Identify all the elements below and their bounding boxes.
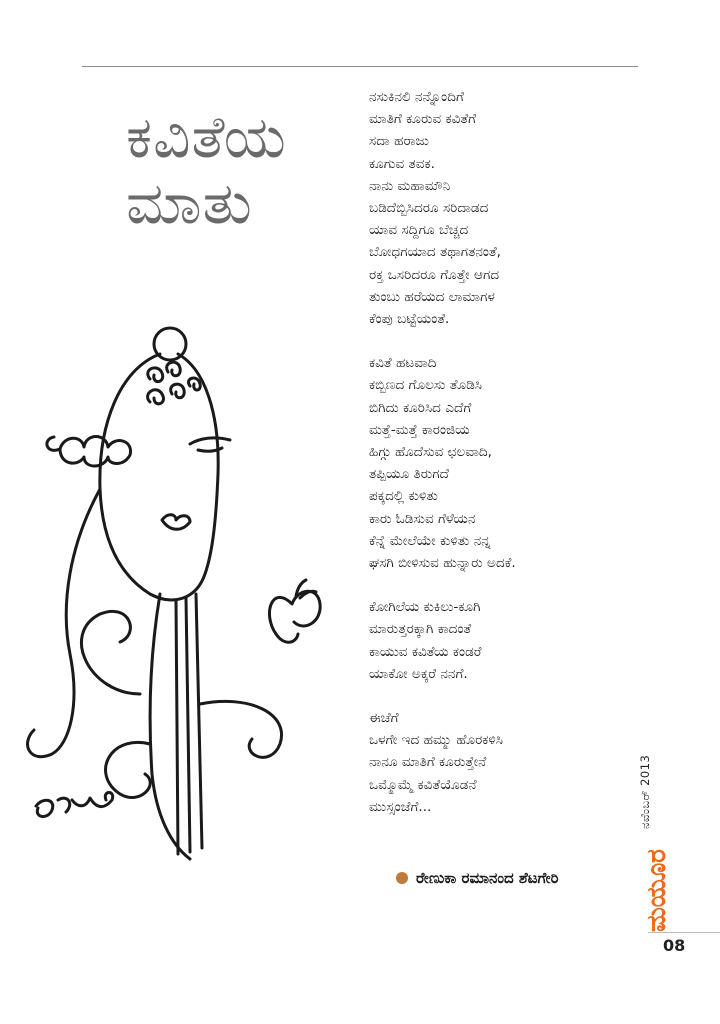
poem-line: ಕೂಗುವ ತವಕ. <box>369 155 435 172</box>
poem-line: ಕೆನ್ನೆ ಮೇಲೆಯೇ ಕುಳಿತು ನನ್ನ <box>369 532 491 549</box>
footer-rule <box>648 932 720 933</box>
poem-line: ಸದಾ ಹರಾಜು <box>369 133 429 150</box>
bullet-dot-icon <box>396 872 408 884</box>
top-rule <box>82 66 638 67</box>
poem-line: ಕಬ್ಬಿಣದ ಗೊಲಸು ತೊಡಿಸಿ <box>369 377 482 394</box>
swirl-left <box>81 611 140 694</box>
poem-line: ಕೆಂಪು ಬಟ್ಟೆಯಂತೆ. <box>369 311 450 328</box>
poem-line: ಒಳಗೇ ಇದ ಹಮ್ಮು ಹೊರಕಳಿಸಿ <box>369 732 504 749</box>
poem-line: ಒಮ್ಮೊಮ್ಮೆ ಕವಿತೆಯೊಡನೆ <box>369 776 477 793</box>
swirl-right <box>200 701 282 757</box>
poem-line: ತುಂಬು ಹರೆಯದ ಲಾಮಾಗಳ <box>369 288 495 305</box>
poem-line: ಘಸಗಿ ಬೀಳಿಸುವ ಹುನ್ನಾರು ಅದಕೆ. <box>369 555 516 572</box>
issue-date: ನವೆಂಬರ್ 2013 <box>638 754 652 829</box>
poem-line: ಯಾವ ಸದ್ದಿಗೂ ಬೆಚ್ಚದ <box>369 222 469 239</box>
poem-title-line-2: ಮಾತು <box>126 169 253 237</box>
poem-line: ಯಾಕೋ ಅಕ್ಕರೆ ನನಗೆ. <box>369 665 468 682</box>
flowing-hair-mid <box>150 594 190 859</box>
author-byline <box>396 869 559 887</box>
lips <box>162 515 190 530</box>
page-number: 08 <box>663 936 686 955</box>
poem-line: ಕಾರು ಓಡಿಸುವ ಗೆಳೆಯನ <box>369 510 476 527</box>
closed-eye <box>190 438 230 451</box>
cloud-ornament <box>47 437 131 467</box>
poem-line: ಮಾರುತ್ತರಕ್ಕಾಗಿ ಕಾದಂತೆ <box>369 621 472 638</box>
poem-line: ನಸುಕಿನಲಿ ನನ್ನೊಂದಿಗೆ <box>369 89 464 105</box>
poem-line: ಬಿಗಿದು ಕೂರಿಸಿದ ಎದೆಗೆ <box>369 399 472 416</box>
artist-signature <box>36 793 113 817</box>
stanza-3 <box>369 596 609 685</box>
swirl-bottom <box>106 742 151 797</box>
stanza-4 <box>369 707 609 818</box>
poem-line: ಬೋಧಗಯಾದ ತಥಾಗತನಂತೆ, <box>369 244 502 261</box>
author-name: ರೇಣುಕಾ ರಮಾನಂದ ಶೆಟಗೇರಿ <box>416 869 559 887</box>
poem-line: ರಕ್ತ ಒಸರಿದರೂ ಗೊತ್ತೇ ಆಗದ <box>369 266 500 283</box>
magazine-sidebar <box>612 727 672 932</box>
poem-line: ನಾನು ಮಹಾಮೌನಿ <box>369 177 451 194</box>
stanza-2 <box>369 352 609 574</box>
poem-line: ನಾನೂ ಮಾತಿಗೆ ಕೂರುತ್ತೇನೆ <box>369 754 487 771</box>
poem-line: ಬಡಿದೆಬ್ಬಿಸಿದರೂ ಸರಿದಾಡದ <box>369 200 489 217</box>
poem-line: ಕವಿತೆ ಹಟವಾದಿ <box>369 355 437 372</box>
poem-line: ತಪ್ಪಿಯೂ ತಿರುಗದೆ <box>369 466 449 483</box>
flowing-hair-strands <box>176 594 202 854</box>
poem-line: ಮತ್ತೆ-ಮತ್ತೆ ಕಾರಂಜಿಯ <box>369 421 470 438</box>
poem-line: ಕಾಯುವ ಕವಿತೆಯ ಕಂಡರೆ <box>369 643 482 660</box>
poem-line: ಕೋಗಿಲೆಯ ಕುಕಿಲು-ಕೂಗಿ <box>369 599 481 616</box>
poem-line: ಮಾತಿಗೆ ಕೂರುವ ಕವಿತೆಗೆ <box>369 111 477 128</box>
hair-curls <box>148 362 201 404</box>
poem-line: ಪಕ್ಕದಲ್ಲಿ ಕುಳಿತು <box>369 488 438 505</box>
stanza-1 <box>369 86 609 330</box>
poem-line: ಹಿಗ್ಗು ಹೊದೆಸುವ ಛಲವಾದಿ, <box>369 444 492 461</box>
poem-title <box>126 104 287 236</box>
butterfly <box>269 580 320 642</box>
poem-line: ಮುಸ್ಸಂಜೆಗೆ... <box>369 798 432 815</box>
poem-line: ಈಚೆಗೆ <box>369 710 399 727</box>
magazine-logo: ಮಯೂರ <box>642 849 672 932</box>
poem-body <box>369 86 609 840</box>
illustration <box>0 274 350 882</box>
poem-title-line-1: ಕವಿತೆಯ <box>126 103 287 171</box>
